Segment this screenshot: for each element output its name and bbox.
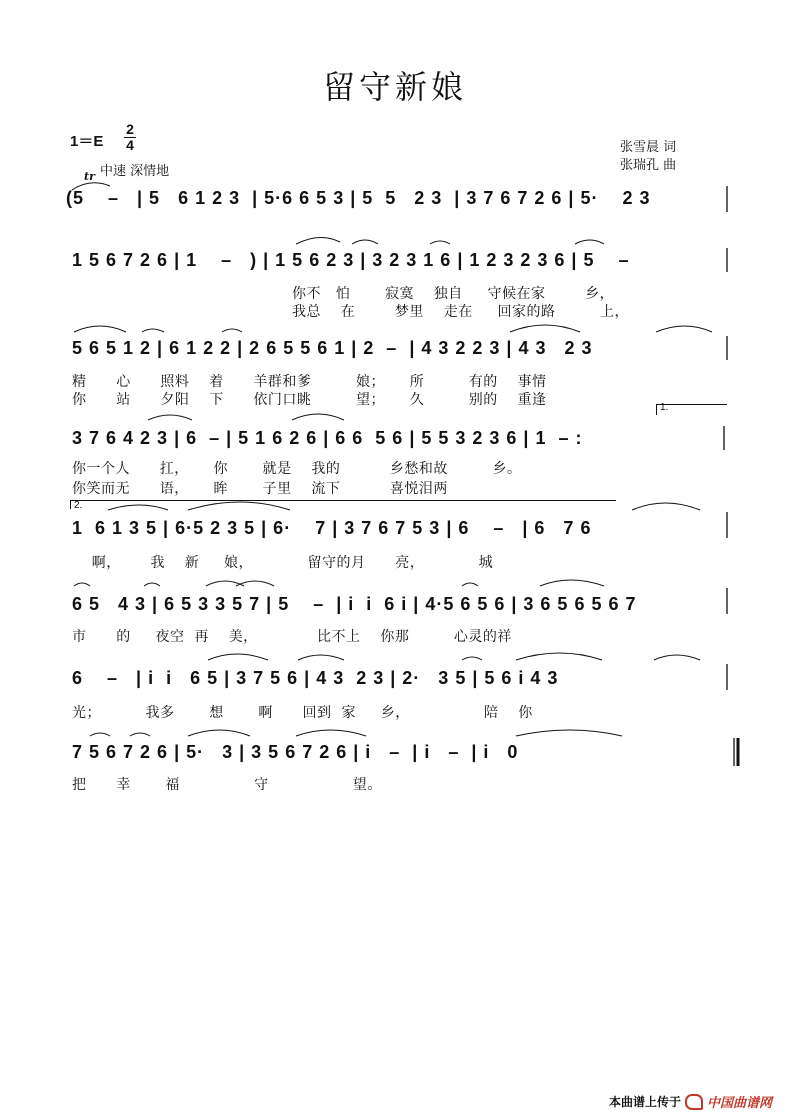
notation-row-4: 3 7 6 4 2 3 | 6 – | 5 1 6 2 6 | 6 6 5 6 | 5 5 3 2 3 6 | 1 – : (72, 428, 583, 448)
second-ending-label: 2. (74, 500, 83, 511)
lyric-row-4-verse-1: 你一个人 扛， 你 就是 我的 乡愁和故 乡。 (72, 461, 522, 477)
key-signature: 1＝E (70, 133, 104, 150)
lyric-row-3-verse-1: 精 心 照料 着 羊群和爹 娘； 所 有的 事情 (72, 374, 547, 390)
lyric-row-6: 市 的 夜空 再 美， 比不上 你那 心灵的祥 (72, 629, 512, 645)
notation-row-3: 5 6 5 1 2 | 6 1 2 2 | 2 6 5 5 6 1 | 2 – | 4 3 2 2 3 | 4 3 2 3 (72, 338, 593, 358)
notation-row-8: 7 5 6 7 2 6 | 5· 3 | 3 5 6 7 2 6 | i – | i – | i 0 (72, 742, 519, 762)
notation-row-5: 1 6 1 3 5 | 6·5 2 3 5 | 6· 7 | 3 7 6 7 5 3 | 6 – | 6 7 6 (72, 518, 592, 538)
page-title: 留守新娘 (322, 68, 467, 106)
lyric-row-5: 啊， 我 新 娘， 留守的月 亮， 城 (72, 555, 494, 571)
footer-credit (609, 1092, 772, 1111)
notation-row-7: 6 – | i i 6 5 | 3 7 5 6 | 4 3 2 3 | 2· 3 5 | 5 6 i 4 3 (72, 668, 559, 688)
lyric-row-7: 光； 我多 想 啊 回到 家 乡， 陪 你 (72, 705, 533, 721)
notation-row-1: (5 – | 5 6 1 2 3 | 5·6 6 5 3 | 5 5 2 3 | 3 7 6 7 2 6 | 5· 2 3 (66, 188, 651, 208)
first-ending-label: 1. (660, 402, 669, 413)
footer-text: 本曲谱上传于 (608, 1095, 681, 1109)
site-brand[interactable]: 中国曲谱网 (706, 1096, 772, 1111)
lyric-row-2-verse-2: 我总 在 梦里 走在 回家的路 上， (292, 304, 630, 320)
meter-bottom: 4 (126, 137, 134, 153)
tempo-marking: 中速 深情地 (100, 164, 170, 179)
notation-row-2: 1 5 6 7 2 6 | 1 – ) | 1 5 6 2 3 | 3 2 3 1 6 | 1 2 3 2 3 6 | 5 – (72, 250, 630, 270)
composer-credit: 张瑞孔 曲 (620, 158, 677, 173)
lyricist-credit: 张雪晨 词 (620, 140, 677, 155)
lyric-row-3-verse-2: 你 站 夕阳 下 依门口眺 望； 久 别的 重逢 (72, 392, 547, 408)
site-logo-icon (685, 1094, 703, 1110)
notation-row-6: 6 5 4 3 | 6 5 3 3 5 7 | 5 – | i i 6 i | 4·5 6 5 6 | 3 6 5 6 5 6 7 (72, 594, 637, 614)
lyric-row-8: 把 幸 福 守 望。 (72, 777, 382, 793)
trill-mark: tr (84, 170, 95, 183)
lyric-row-4-verse-2: 你笑而无 语， 眸 子里 流下 喜悦泪两 (72, 481, 448, 497)
lyric-row-2-verse-1: 你不 怕 寂寞 独自 守候在家 乡， (292, 286, 615, 302)
meter-top: 2 (126, 121, 134, 137)
